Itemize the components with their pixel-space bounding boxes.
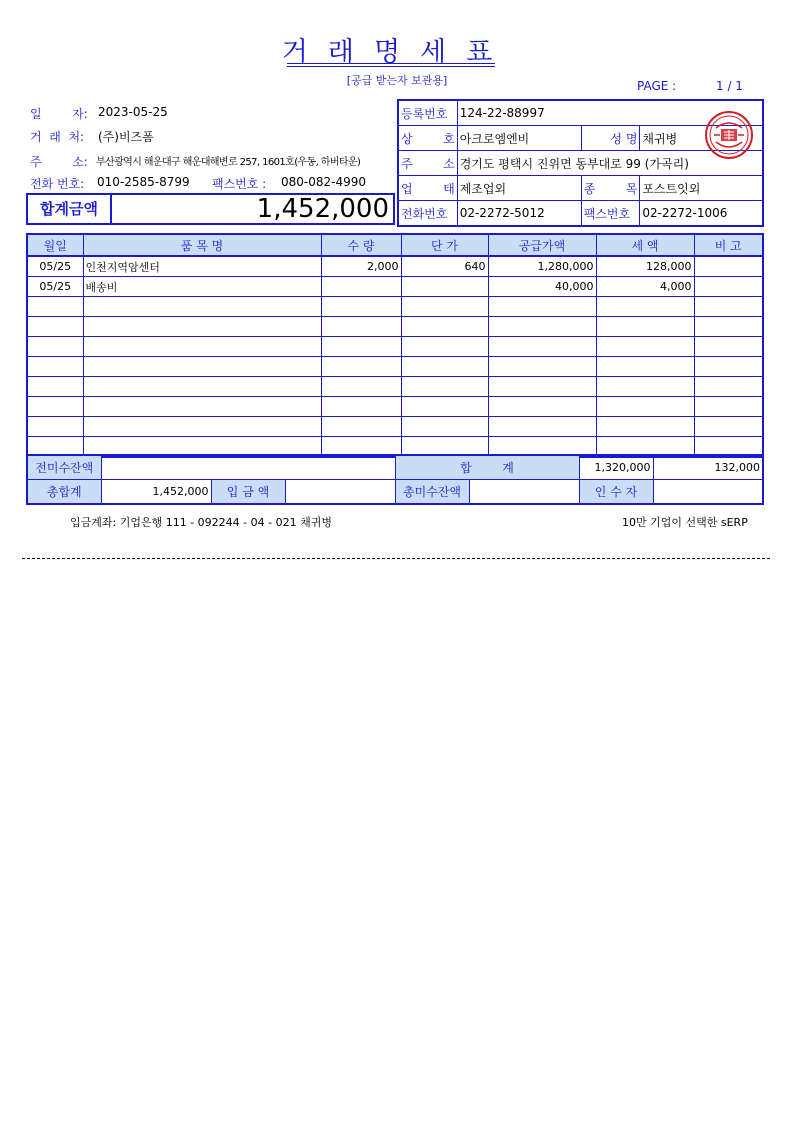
supplier-reg-value: 124-22-88997 xyxy=(457,100,763,126)
col-header-note: 비 고 xyxy=(694,234,763,256)
cell-unit-price xyxy=(401,357,488,377)
table-row xyxy=(27,377,763,397)
cell-qty xyxy=(321,377,401,397)
cell-item xyxy=(83,417,321,437)
cell-tax xyxy=(596,317,694,337)
title-underline xyxy=(287,63,495,64)
client-label: 거 래 처: xyxy=(30,130,85,144)
bank-account-info: 입금계좌: 기업은행 111 - 092244 - 04 - 021 채귀병 xyxy=(70,516,332,529)
cell-note xyxy=(694,357,763,377)
total-unpaid-value xyxy=(469,480,579,505)
cell-qty xyxy=(321,357,401,377)
supplier-type-label: 종 목 xyxy=(581,176,640,201)
cell-item xyxy=(83,377,321,397)
col-header-date: 월일 xyxy=(27,234,83,256)
cell-tax xyxy=(596,417,694,437)
deposit-value xyxy=(285,480,395,505)
supplier-fax-label: 팩스번호 xyxy=(581,201,640,227)
summary-table xyxy=(26,454,764,505)
col-header-item: 품 목 명 xyxy=(83,234,321,256)
supplier-addr-label: 주 소 xyxy=(398,151,457,176)
total-unpaid-label: 총미수잔액 xyxy=(395,480,469,505)
fax-label: 팩스번호 : xyxy=(212,177,267,191)
address-value: 부산광역시 해운대구 해운대해변로 257, 1601호(우동, 하버타운) xyxy=(96,157,361,168)
cell-item: 인천지역암센터 xyxy=(83,256,321,277)
page-label: PAGE : xyxy=(637,79,677,93)
phone-value: 010-2585-8799 xyxy=(97,175,190,189)
cell-qty xyxy=(321,297,401,317)
cell-tax xyxy=(596,297,694,317)
cell-date: 05/25 xyxy=(27,256,83,277)
cell-supply xyxy=(488,417,596,437)
supplier-biz-value: 제조업외 xyxy=(457,176,581,201)
cell-tax xyxy=(596,397,694,417)
cut-line xyxy=(22,558,770,559)
cell-tax: 128,000 xyxy=(596,256,694,277)
col-header-qty: 수 량 xyxy=(321,234,401,256)
table-row xyxy=(27,417,763,437)
cell-supply xyxy=(488,297,596,317)
total-amount-label: 합계금액 xyxy=(28,195,112,223)
cell-unit-price xyxy=(401,377,488,397)
supplier-tel-value: 02-2272-5012 xyxy=(457,201,581,227)
sum-label: 합 계 xyxy=(395,455,579,480)
cell-unit-price xyxy=(401,277,488,297)
cell-unit-price: 640 xyxy=(401,256,488,277)
brand-tagline: 10만 기업이 선택한 sERP xyxy=(622,516,748,529)
cell-supply xyxy=(488,357,596,377)
supplier-name-label: 상 호 xyxy=(398,126,457,151)
cell-tax xyxy=(596,337,694,357)
supplier-reg-label: 등록번호 xyxy=(398,100,457,126)
cell-note xyxy=(694,277,763,297)
client-value: (주)비즈폼 xyxy=(98,130,154,144)
cell-unit-price xyxy=(401,317,488,337)
items-table xyxy=(26,233,764,458)
table-row xyxy=(27,277,763,297)
cell-date xyxy=(27,317,83,337)
document-subtitle: [공급 받는자 보관용] xyxy=(346,74,448,87)
date-label: 일 자: xyxy=(30,107,88,121)
col-header-unit-price: 단 가 xyxy=(401,234,488,256)
cell-supply xyxy=(488,337,596,357)
cell-unit-price xyxy=(401,397,488,417)
cell-unit-price xyxy=(401,297,488,317)
table-row xyxy=(27,317,763,337)
cell-qty xyxy=(321,277,401,297)
cell-item xyxy=(83,357,321,377)
grand-total-label: 총합계 xyxy=(27,480,101,505)
cell-supply xyxy=(488,377,596,397)
cell-item: 배송비 xyxy=(83,277,321,297)
receiver-label: 인 수 자 xyxy=(579,480,653,505)
supplier-fax-value: 02-2272-1006 xyxy=(640,201,763,227)
cell-tax xyxy=(596,357,694,377)
supplier-biz-label: 업 태 xyxy=(398,176,457,201)
table-row xyxy=(27,357,763,377)
supplier-addr-value: 경기도 평택시 진위면 동부대로 99 (가곡리) xyxy=(457,151,763,176)
cell-supply: 40,000 xyxy=(488,277,596,297)
supplier-type-value: 포스트잇외 xyxy=(640,176,763,201)
total-amount-box xyxy=(26,193,395,225)
prev-balance-value xyxy=(101,455,395,480)
col-header-supply: 공급가액 xyxy=(488,234,596,256)
document-title: 거래명세표 xyxy=(281,37,513,68)
supplier-name-value: 아크로엠엔비 xyxy=(457,126,581,151)
col-header-tax: 세 액 xyxy=(596,234,694,256)
cell-date xyxy=(27,357,83,377)
total-amount-value: 1,452,000 xyxy=(256,194,389,224)
cell-note xyxy=(694,377,763,397)
table-row xyxy=(27,397,763,417)
cell-supply xyxy=(488,397,596,417)
cell-unit-price xyxy=(401,417,488,437)
cell-item xyxy=(83,317,321,337)
cell-note xyxy=(694,317,763,337)
page-number: 1 / 1 xyxy=(716,79,743,93)
cell-note xyxy=(694,256,763,277)
company-seal-stamp xyxy=(704,110,754,160)
table-row xyxy=(27,337,763,357)
prev-balance-label: 전미수잔액 xyxy=(27,455,101,480)
cell-note xyxy=(694,417,763,437)
cell-qty xyxy=(321,317,401,337)
cell-note xyxy=(694,337,763,357)
cell-date xyxy=(27,397,83,417)
cell-qty xyxy=(321,337,401,357)
cell-qty xyxy=(321,397,401,417)
cell-tax: 4,000 xyxy=(596,277,694,297)
date-value: 2023-05-25 xyxy=(98,105,168,119)
supplier-rep-label: 성 명 xyxy=(581,126,640,151)
cell-supply: 1,280,000 xyxy=(488,256,596,277)
cell-item xyxy=(83,297,321,317)
cell-unit-price xyxy=(401,337,488,357)
cell-item xyxy=(83,337,321,357)
items-header-row xyxy=(27,234,763,256)
cell-qty: 2,000 xyxy=(321,256,401,277)
cell-supply xyxy=(488,317,596,337)
fax-value: 080-082-4990 xyxy=(281,175,367,189)
sum-tax-value: 132,000 xyxy=(653,455,763,480)
title-underline-double xyxy=(287,66,495,67)
supplier-rep-value: 채귀병 xyxy=(640,126,763,151)
cell-date xyxy=(27,417,83,437)
cell-tax xyxy=(596,377,694,397)
table-row xyxy=(27,297,763,317)
cell-date: 05/25 xyxy=(27,277,83,297)
cell-note xyxy=(694,397,763,417)
address-label: 주 소: xyxy=(30,155,88,169)
cell-item xyxy=(83,397,321,417)
sum-supply-value: 1,320,000 xyxy=(579,455,653,480)
grand-total-value: 1,452,000 xyxy=(101,480,211,505)
cell-date xyxy=(27,337,83,357)
cell-date xyxy=(27,377,83,397)
receiver-value xyxy=(653,480,763,505)
cell-qty xyxy=(321,417,401,437)
deposit-label: 입 금 액 xyxy=(211,480,285,505)
cell-date xyxy=(27,297,83,317)
cell-note xyxy=(694,297,763,317)
phone-label: 전화 번호: xyxy=(30,177,85,191)
supplier-tel-label: 전화번호 xyxy=(398,201,457,227)
table-row xyxy=(27,256,763,277)
